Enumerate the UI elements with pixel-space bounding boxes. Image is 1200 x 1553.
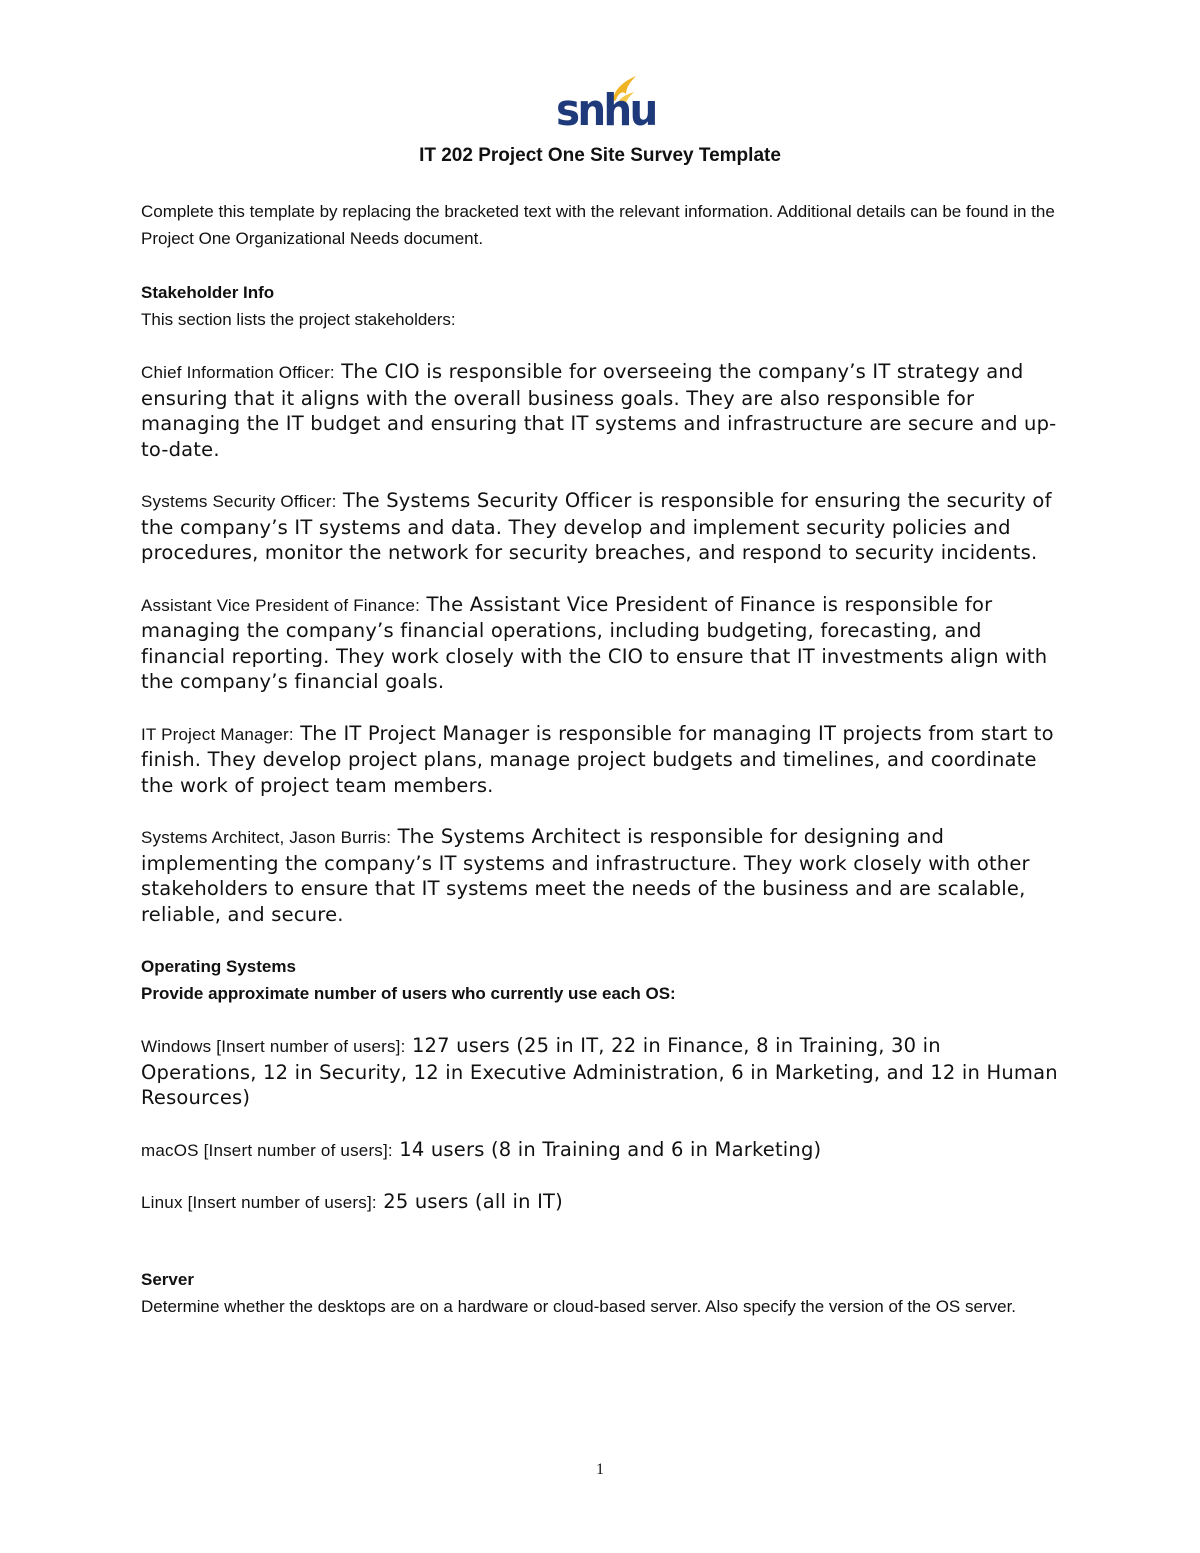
entry-text: The Assistant Vice President of Finance is responsible for managing the company’s financial operations, including budgeting, forecasting, and financial reporting. They work closely with the CIO to ensure that IT investments align with the company’s financial goals.: [141, 592, 1048, 693]
entry-label: macOS [Insert number of users]:: [141, 1140, 393, 1160]
os-subheading: Provide approximate number of users who currently use each OS:: [141, 984, 676, 1003]
entry-text: 127 users (25 in IT, 22 in Finance, 8 in Training, 30 in Operations, 12 in Security, 12 in Executive Administration, 6 in Marketing, and 12 in Human Resources): [141, 1034, 1058, 1109]
os-macos: [141, 1137, 1061, 1164]
entry-label: Linux [Insert number of users]:: [141, 1193, 377, 1212]
entry-text: 25 users (all in IT): [383, 1190, 563, 1213]
entry-label: IT Project Manager:: [141, 724, 294, 744]
snhu-logo: [556, 72, 656, 136]
entry-label: Systems Architect, Jason Burris:: [141, 828, 392, 847]
page-number: 1: [596, 1461, 604, 1478]
stakeholder-avp-finance: [141, 592, 1061, 695]
entry-label: Chief Information Officer:: [141, 363, 335, 382]
document-body: [141, 198, 1061, 1320]
entry-label: Assistant Vice President of Finance:: [141, 595, 421, 615]
stakeholder-subheading: This section lists the project stakeholders:: [141, 310, 456, 329]
server-heading: Server: [141, 1269, 194, 1289]
os-windows: [141, 1033, 1061, 1111]
page-title: IT 202 Project One Site Survey Template: [419, 145, 781, 166]
entry-text: The IT Project Manager is responsible for managing IT projects from start to finish. They develop project plans, manage project budgets and timelines, and coordinate the work of project team members.: [141, 721, 1054, 797]
entry-label: Systems Security Officer:: [141, 492, 337, 511]
stakeholder-architect: [141, 824, 1061, 927]
server-text: Determine whether the desktops are on a hardware or cloud-based server. Also specify the version of the OS server.: [141, 1296, 1017, 1316]
stakeholder-it-pm: [141, 721, 1061, 799]
entry-text: 14 users (8 in Training and 6 in Marketing): [399, 1137, 822, 1161]
os-linux: [141, 1189, 1061, 1216]
stakeholder-cio: [141, 359, 1061, 462]
intro-text: Complete this template by replacing the bracketed text with the relevant information. Additional details can be found in the Project One Organizational Needs document.: [141, 202, 1055, 248]
entry-label: Windows [Insert number of users]:: [141, 1037, 406, 1056]
entry-text: The Systems Architect is responsible for designing and implementing the company’s IT systems and infrastructure. They work closely with other stakeholders to ensure that IT systems meet the needs of the business and are scalable, reliable, and secure.: [141, 825, 1030, 926]
entry-text: The Systems Security Officer is responsible for ensuring the security of the company’s IT systems and data. They develop and implement security policies and procedures, monitor the network for security breaches, and respond to security incidents.: [141, 489, 1052, 564]
entry-text: The CIO is responsible for overseeing the company’s IT strategy and ensuring that it aligns with the overall business goals. They are also responsible for managing the IT budget and ensuring that IT systems and infrastructure are secure and up-to-date.: [141, 360, 1057, 461]
stakeholder-sso: [141, 488, 1061, 566]
logo-wordmark: snhu: [556, 85, 656, 136]
os-heading: Operating Systems: [141, 957, 296, 976]
stakeholder-heading: Stakeholder Info: [141, 283, 275, 302]
